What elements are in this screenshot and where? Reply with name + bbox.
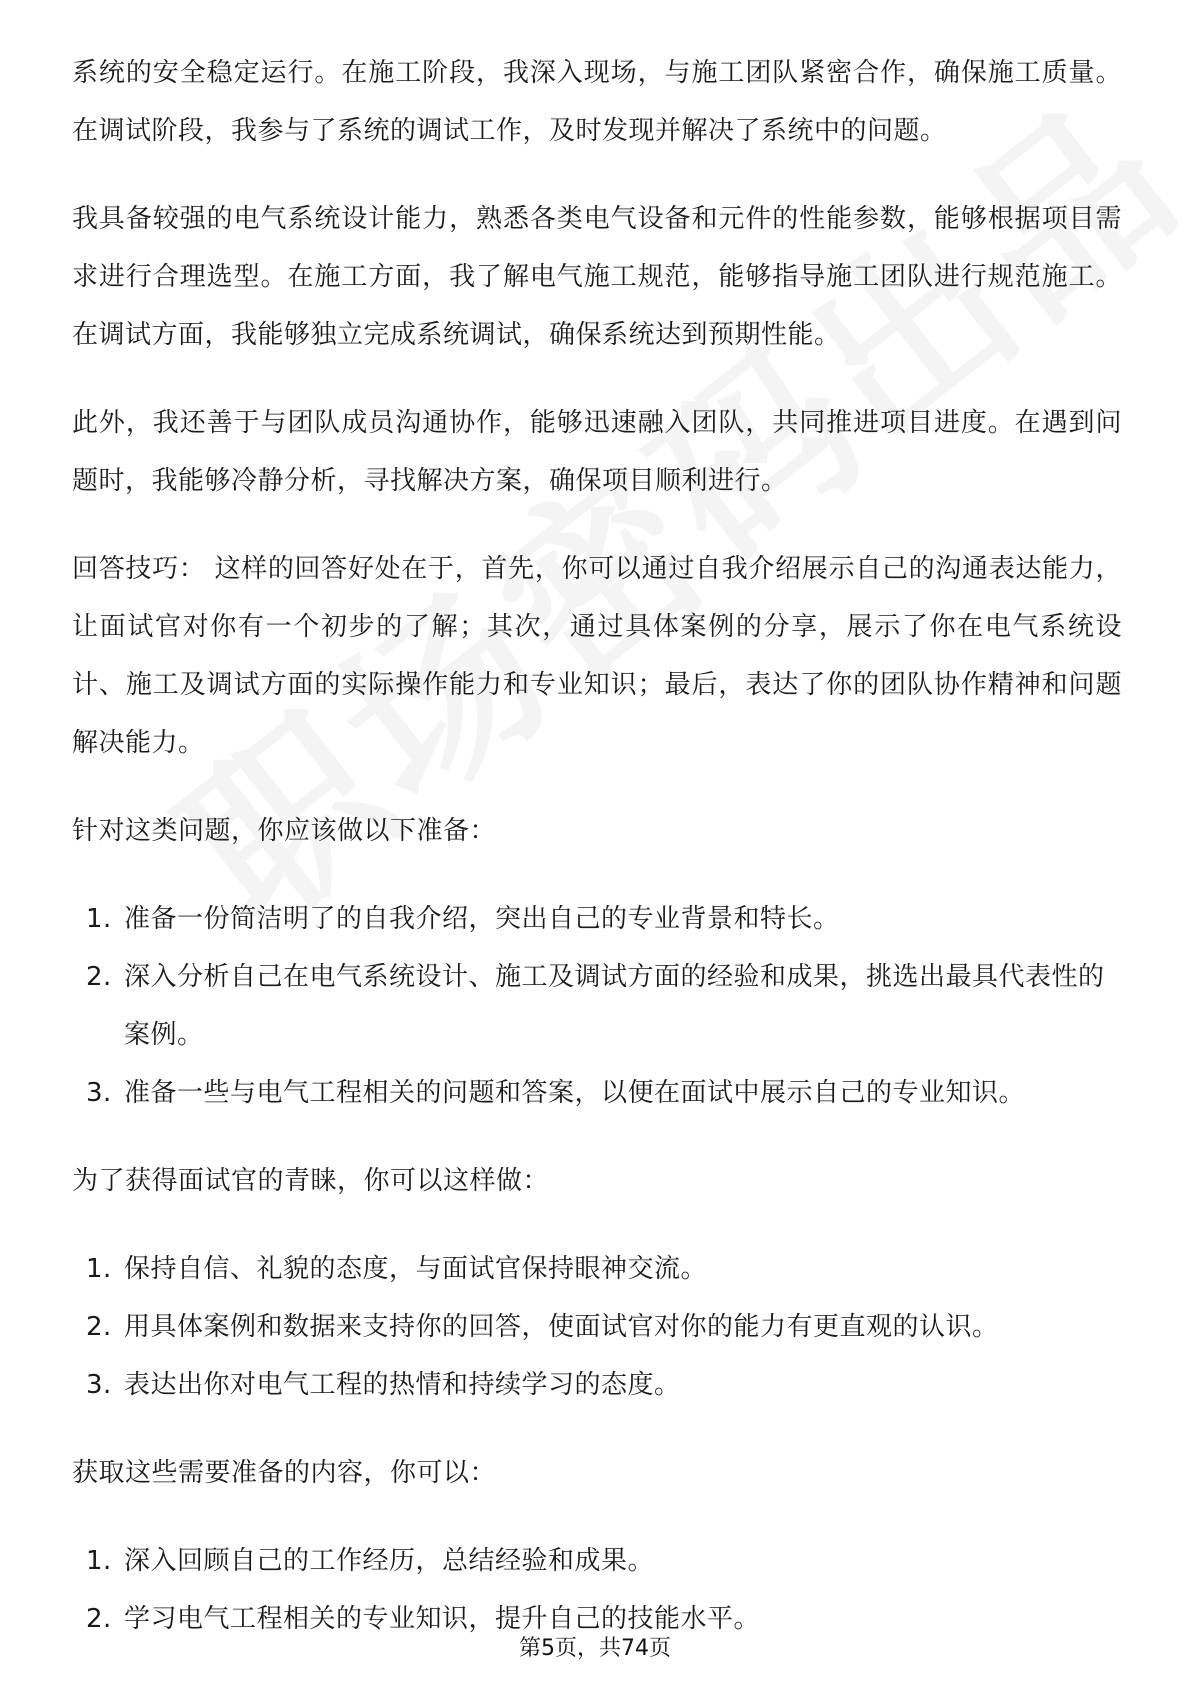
list-text: 学习电气工程相关的专业知识，提升自己的技能水平。 (124, 1604, 761, 1634)
paragraph-gather-heading: 获取这些需要准备的内容，你可以： (72, 1458, 497, 1488)
page-footer (0, 1634, 1190, 1664)
list-number: 2. (86, 1604, 112, 1634)
impress-list (72, 1240, 1122, 1414)
list-number: 3. (86, 1078, 112, 1108)
list-text: 用具体案例和数据来支持你的回答，使面试官对你的能力有更直观的认识。 (124, 1312, 999, 1342)
list-item (72, 1064, 1122, 1122)
page-content (72, 44, 1122, 1678)
list-text: 表达出你对电气工程的热情和持续学习的态度。 (124, 1370, 681, 1400)
list-text: 准备一些与电气工程相关的问题和答案，以便在面试中展示自己的专业知识。 (124, 1078, 1026, 1108)
paragraph-intro: 系统的安全稳定运行。在施工阶段，我深入现场，与施工团队紧密合作，确保施工质量。在调试阶段，我参与了系统的调试工作，及时发现并解决了系统中的问题。 (72, 58, 1122, 146)
gather-list (72, 1532, 1122, 1648)
list-text: 准备一份简洁明了的自我介绍，突出自己的专业背景和特长。 (124, 904, 840, 934)
paragraph-impress-heading: 为了获得面试官的青睐，你可以这样做： (72, 1166, 550, 1196)
list-text: 深入分析自己在电气系统设计、施工及调试方面的经验和成果，挑选出最具代表性的案例。 (124, 962, 1105, 1050)
list-item (72, 948, 1122, 1064)
preparation-list (72, 890, 1122, 1122)
list-item (72, 1298, 1122, 1356)
list-number: 3. (86, 1370, 112, 1400)
paragraph-preparation-heading: 针对这类问题，你应该做以下准备： (72, 816, 497, 846)
paragraph-answer-tips: 回答技巧： 这样的回答好处在于，首先，你可以通过自我介绍展示自己的沟通表达能力，让面试官对你有一个初步的了解；其次，通过具体案例的分享，展示了你在电气系统设计、施工及调试方面的实际操作能力和专业知识；最后，表达了你的团队协作精神和问题解决能力。 (72, 554, 1122, 758)
list-number: 1. (86, 1254, 112, 1284)
paragraph-abilities: 我具备较强的电气系统设计能力，熟悉各类电气设备和元件的性能参数，能够根据项目需求进行合理选型。在施工方面，我了解电气施工规范，能够指导施工团队进行规范施工。在调试方面，我能够独立完成系统调试，确保系统达到预期性能。 (72, 204, 1122, 350)
list-number: 2. (86, 1312, 112, 1342)
list-item (72, 1532, 1122, 1590)
list-number: 2. (86, 962, 112, 992)
list-text: 保持自信、礼貌的态度，与面试官保持眼神交流。 (124, 1254, 708, 1284)
list-item (72, 1356, 1122, 1414)
list-number: 1. (86, 904, 112, 934)
page-number: 第5页，共74页 (519, 1636, 671, 1661)
list-number: 1. (86, 1546, 112, 1576)
list-item (72, 1240, 1122, 1298)
list-item (72, 890, 1122, 948)
list-text: 深入回顾自己的工作经历，总结经验和成果。 (124, 1546, 655, 1576)
paragraph-teamwork: 此外，我还善于与团队成员沟通协作，能够迅速融入团队，共同推进项目进度。在遇到问题时，我能够冷静分析，寻找解决方案，确保项目顺利进行。 (72, 408, 1122, 496)
